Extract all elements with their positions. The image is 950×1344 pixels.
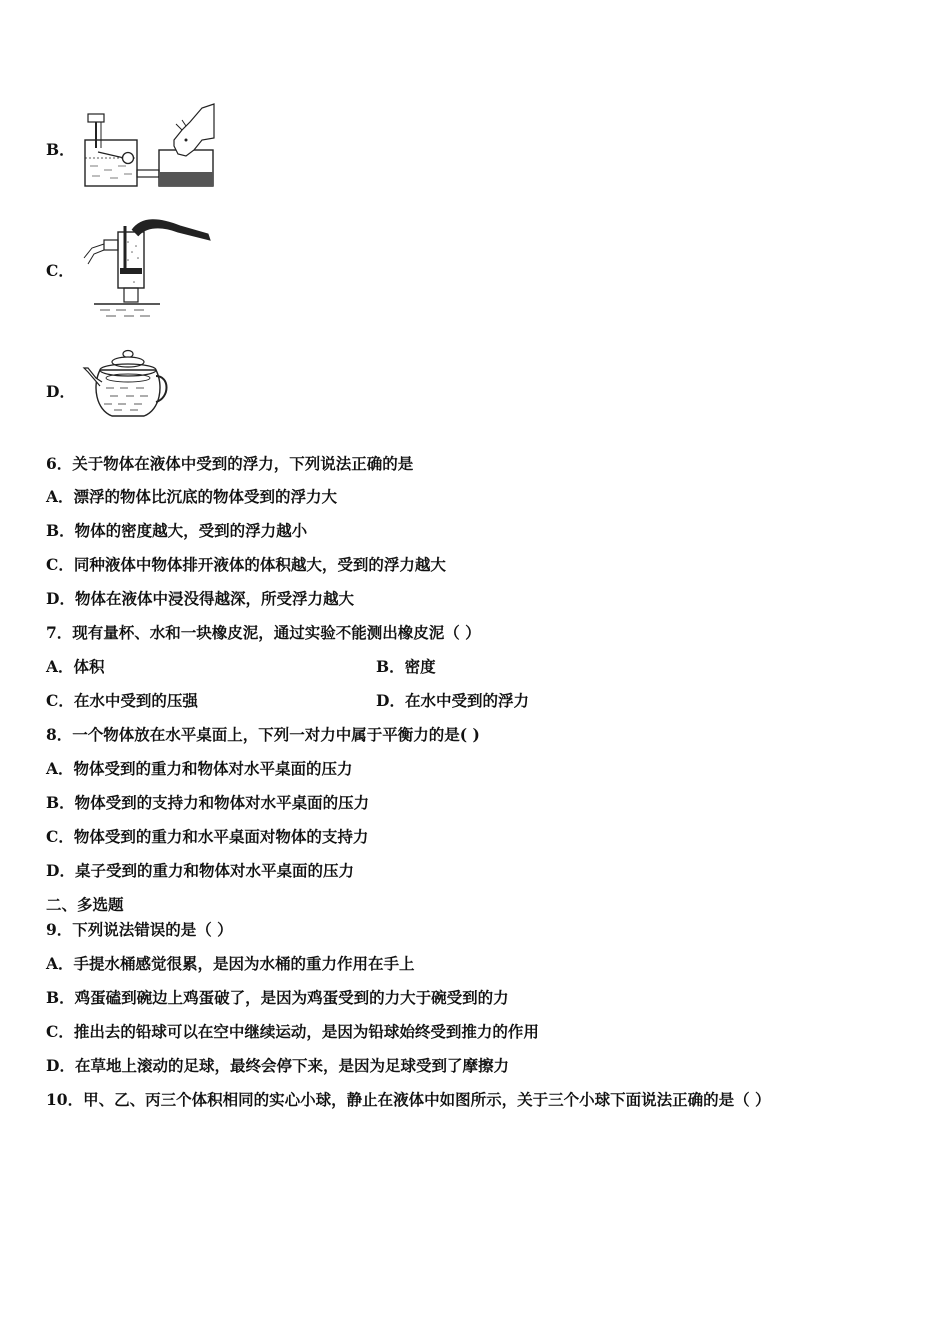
option-c-label: C． bbox=[46, 261, 74, 280]
question-9-option-a: A．手提水桶感觉很累，是因为水桶的重力作用在手上 bbox=[46, 954, 415, 973]
option-b-label: B． bbox=[46, 140, 75, 159]
section-title: 二、多选题 bbox=[46, 895, 124, 914]
question-8-stem: 8．一个物体放在水平桌面上，下列一对力中属于平衡力的是( ) bbox=[46, 725, 480, 744]
teapot-illustration bbox=[82, 346, 172, 422]
question-7-stem: 7．现有量杯、水和一块橡皮泥，通过实验不能测出橡皮泥（ ） bbox=[46, 623, 481, 642]
question-6-option-b: B．物体的密度越大，受到的浮力越小 bbox=[46, 521, 308, 540]
question-7-option-a: A．体积 bbox=[46, 657, 105, 676]
question-6-option-c: C．同种液体中物体排开液体的体积越大，受到的浮力越大 bbox=[46, 555, 446, 574]
question-8-option-c: C．物体受到的重力和水平桌面对物体的支持力 bbox=[46, 827, 369, 846]
question-8-option-b: B．物体受到的支持力和物体对水平桌面的压力 bbox=[46, 793, 370, 812]
question-9-option-b: B．鸡蛋磕到碗边上鸡蛋破了，是因为鸡蛋受到的力大于碗受到的力 bbox=[46, 988, 509, 1007]
question-10-stem: 10．甲、乙、丙三个体积相同的实心小球，静止在液体中如图所示，关于三个小球下面说法正确的是（ ） bbox=[46, 1090, 771, 1109]
question-9-option-c: C．推出去的铅球可以在空中继续运动，是因为铅球始终受到推力的作用 bbox=[46, 1022, 539, 1041]
question-7-option-b: B．密度 bbox=[376, 657, 436, 676]
question-6-stem: 6．关于物体在液体中受到的浮力，下列说法正确的是 bbox=[46, 454, 414, 473]
question-9-option-d: D．在草地上滚动的足球，最终会停下来，是因为足球受到了摩擦力 bbox=[46, 1056, 509, 1075]
option-d-label: D． bbox=[46, 382, 75, 401]
question-6-option-a: A．漂浮的物体比沉底的物体受到的浮力大 bbox=[46, 487, 338, 506]
question-7-option-d: D．在水中受到的浮力 bbox=[376, 691, 529, 710]
question-8-option-a: A．物体受到的重力和物体对水平桌面的压力 bbox=[46, 759, 353, 778]
question-7-option-c: C．在水中受到的压强 bbox=[46, 691, 198, 710]
question-9-stem: 9．下列说法错误的是（ ） bbox=[46, 920, 233, 939]
question-8-option-d: D．桌子受到的重力和物体对水平桌面的压力 bbox=[46, 861, 354, 880]
question-6-option-d: D．物体在液体中浸没得越深，所受浮力越大 bbox=[46, 589, 354, 608]
hand-pump-illustration bbox=[80, 212, 216, 322]
water-trough-cow-illustration bbox=[82, 100, 218, 192]
